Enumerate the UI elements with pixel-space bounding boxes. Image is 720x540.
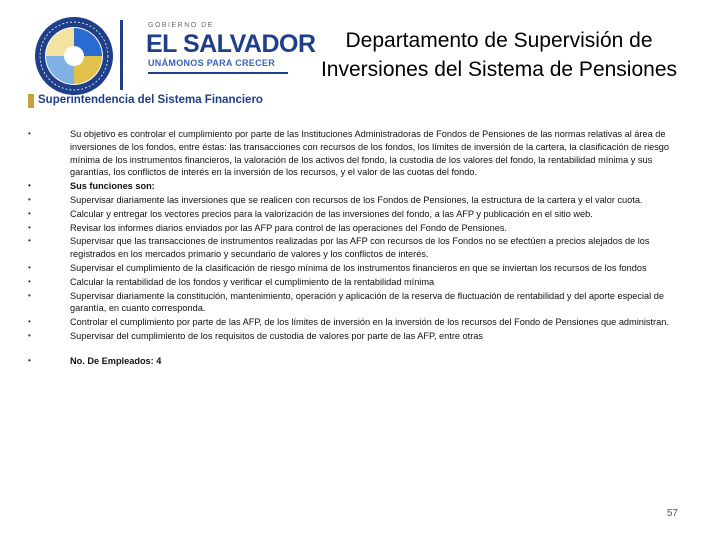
gov-name: EL SALVADOR [146, 30, 316, 58]
list-item-text: Su objetivo es controlar el cumplimiento por parte de las Instituciones Administradoras de Fondos de Pensiones de las normas relativas al área de inversiones de los fondos, entre éstas: las transacciones con recursos de los fondos, los límites de inversión de la cartera, la clasificación de riesgo mínima de los instrumentos financieros, la valoración de los activos del fondo, la custodia de los valores del fondo, la rentabilidad mínima y sus garantías, los conflictos de interés en la inversión de los recursos, y el valor de las cuotas del fondo. [70, 129, 670, 178]
bullet-icon: • [28, 276, 31, 286]
bullet-icon: • [28, 236, 31, 246]
bullet-icon: • [28, 290, 31, 300]
bullet-icon: • [28, 330, 31, 340]
list-item [22, 128, 682, 179]
list-item [22, 194, 682, 207]
list-item-text: Calcular la rentabilidad de los fondos y verificar el cumplimiento de la rentabilidad mínima [70, 276, 435, 287]
list-item [22, 290, 682, 316]
list-item-text: Supervisar del cumplimiento de los requisitos de custodia de valores por parte de las AFP, entre otras [70, 330, 483, 341]
bullet-icon: • [28, 129, 31, 138]
list-item [22, 262, 682, 275]
logo-divider [120, 20, 123, 90]
list-item-text: Supervisar diariamente la constitución, mantenimiento, operación y aplicación de la reserva de fluctuación de rentabilidad y del aporte especial de garantía, en cuanto corresponda. [70, 290, 664, 314]
list-item-text: Sus funciones son: [70, 181, 155, 192]
gov-small-label: GOBIERNO DE [148, 22, 214, 29]
bullet-icon: • [28, 194, 31, 204]
list-item [22, 276, 682, 289]
list-item-text: Revisar los informes diarios enviados por las AFP para control de las operaciones del Fondo de Pensiones. [70, 222, 507, 233]
gov-underline [148, 72, 288, 74]
bullet-icon: • [28, 262, 31, 272]
bullet-list [22, 128, 682, 368]
bullet-icon: • [28, 317, 31, 327]
list-item-text: Supervisar el cumplimiento de la clasificación de riesgo mínima de los instrumentos financieros en que se inviertan los recursos de los fondos [70, 262, 647, 273]
list-item-text: No. De Empleados: 4 [70, 355, 162, 366]
list-item [22, 208, 682, 221]
list-item [22, 222, 682, 235]
gov-motto: UNÁMONOS PARA CRECER [148, 58, 276, 68]
list-item-text: Calcular y entregar los vectores precios para la valorización de las inversiones del fondo, a las AFP y publicación en el sitio web. [70, 208, 593, 219]
list-item [22, 180, 682, 193]
agency-name: Superintendencia del Sistema Financiero [38, 94, 263, 106]
list-item-text: Supervisar diariamente las inversiones que se realicen con recursos de los Fondos de Pensiones, la estructura de la cartera y el valor cuota. [70, 194, 643, 205]
page-number: 57 [666, 508, 678, 519]
list-item [22, 316, 682, 329]
list-item [22, 235, 682, 261]
list-item [22, 355, 682, 368]
list-item [22, 330, 682, 343]
list-item-text: Supervisar que las transacciones de instrumentos realizadas por las AFP con recursos de los Fondos no se efectúen a precios alejados de los registrados en los mercados primario y secundario de valores y los conflictos de interés. [70, 236, 650, 260]
bullet-icon: • [28, 222, 31, 232]
agency-accent-bar [28, 94, 34, 108]
bullet-icon: • [28, 355, 31, 365]
bullet-icon: • [28, 181, 31, 191]
agency-seal-logo [34, 16, 114, 96]
list-item-text: Controlar el cumplimiento por parte de las AFP, de los límites de inversión en la inversión de los recursos del Fondo de Pensiones que administran. [70, 317, 669, 328]
page-title: Departamento de Supervisión de Inversiones del Sistema de Pensiones [320, 29, 678, 81]
bullet-icon: • [28, 208, 31, 218]
